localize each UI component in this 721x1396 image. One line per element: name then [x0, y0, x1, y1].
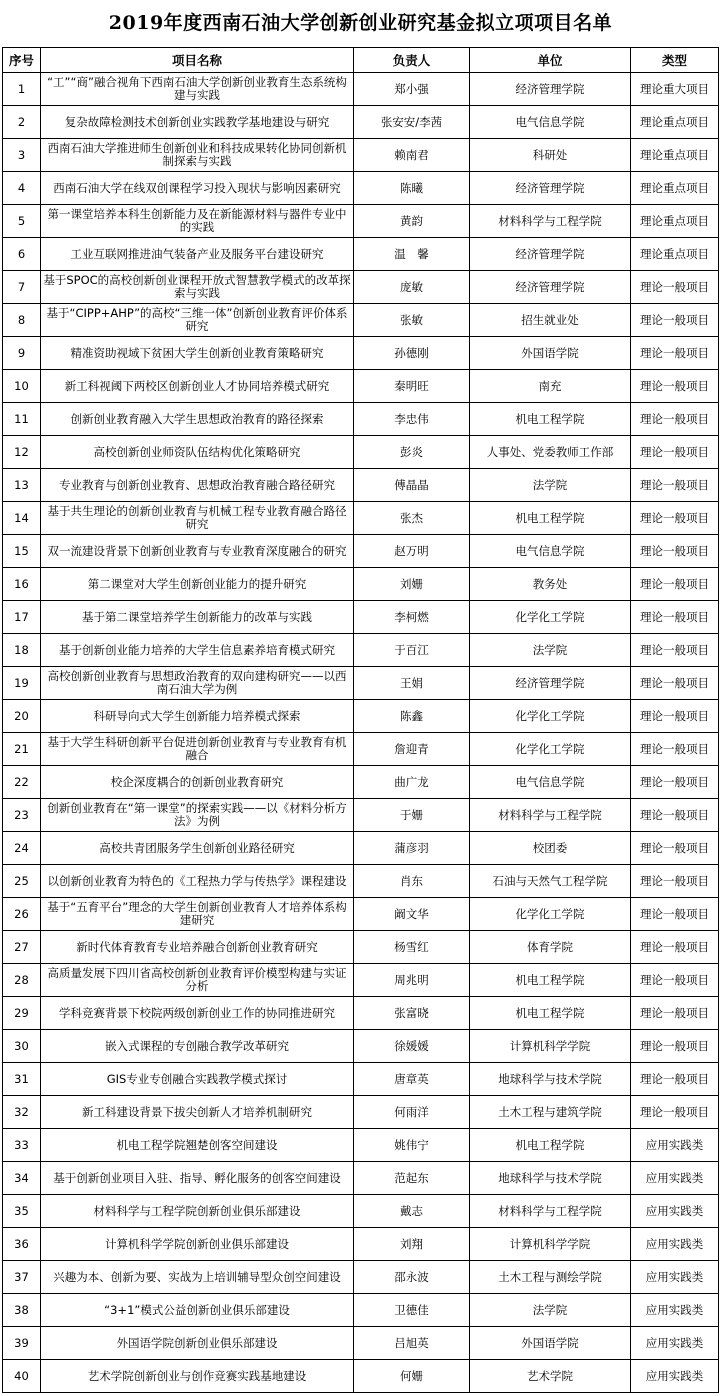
cell-name: 基于大学生科研创新平台促进创新创业教育与专业教育有机融合 [41, 733, 354, 766]
cell-type: 理论一般项目 [631, 733, 719, 766]
cell-type: 理论一般项目 [631, 304, 719, 337]
cell-type: 应用实践类 [631, 1228, 719, 1261]
cell-type: 理论一般项目 [631, 436, 719, 469]
cell-name: 专业教育与创新创业教育、思想政治教育融合路径研究 [41, 469, 354, 502]
cell-unit: 南充 [470, 370, 631, 403]
cell-name: 校企深度耦合的创新创业教育研究 [41, 766, 354, 799]
cell-idx: 26 [3, 898, 41, 931]
cell-idx: 10 [3, 370, 41, 403]
cell-name: 创新创业教育在“第一课堂”的探索实践——以《材料分析方法》为例 [41, 799, 354, 832]
cell-lead: 张安安/李茜 [354, 106, 470, 139]
cell-name: 高校创新创业师资队伍结构优化策略研究 [41, 436, 354, 469]
cell-unit: 电气信息学院 [470, 106, 631, 139]
cell-lead: 温 馨 [354, 238, 470, 271]
cell-type: 理论重点项目 [631, 238, 719, 271]
cell-unit: 体育学院 [470, 931, 631, 964]
cell-name: 第一课堂培养本科生创新能力及在新能源材料与器件专业中的实践 [41, 205, 354, 238]
header-type: 类型 [631, 48, 719, 73]
cell-type: 理论一般项目 [631, 337, 719, 370]
cell-unit: 校团委 [470, 832, 631, 865]
cell-name: 基于共生理论的创新创业教育与机械工程专业教育融合路径研究 [41, 502, 354, 535]
table-row [3, 1228, 719, 1261]
cell-unit: 经济管理学院 [470, 271, 631, 304]
cell-lead: 吕旭英 [354, 1327, 470, 1360]
table-row [3, 535, 719, 568]
cell-type: 应用实践类 [631, 1195, 719, 1228]
cell-type: 理论重点项目 [631, 205, 719, 238]
cell-lead: 李忠伟 [354, 403, 470, 436]
cell-unit: 化学化工学院 [470, 733, 631, 766]
cell-unit: 经济管理学院 [470, 667, 631, 700]
cell-idx: 13 [3, 469, 41, 502]
cell-name: 兴趣为本、创新为要、实战为上培训辅导型众创空间建设 [41, 1261, 354, 1294]
cell-type: 理论一般项目 [631, 502, 719, 535]
cell-idx: 40 [3, 1360, 41, 1393]
cell-name: 计算机科学学院创新创业俱乐部建设 [41, 1228, 354, 1261]
cell-unit: 法学院 [470, 634, 631, 667]
cell-lead: 赖南君 [354, 139, 470, 172]
cell-name: 复杂故障检测技术创新创业实践教学基地建设与研究 [41, 106, 354, 139]
table-body [3, 73, 719, 1393]
cell-lead: 范起东 [354, 1162, 470, 1195]
cell-unit: 电气信息学院 [470, 535, 631, 568]
cell-lead: 杨雪红 [354, 931, 470, 964]
table-row [3, 271, 719, 304]
cell-name: 艺术学院创新创业与创作竞赛实践基地建设 [41, 1360, 354, 1393]
cell-unit: 材料科学与工程学院 [470, 799, 631, 832]
cell-idx: 20 [3, 700, 41, 733]
cell-type: 理论一般项目 [631, 1096, 719, 1129]
cell-type: 理论一般项目 [631, 898, 719, 931]
cell-lead: 李柯燃 [354, 601, 470, 634]
cell-type: 理论一般项目 [631, 370, 719, 403]
cell-idx: 1 [3, 73, 41, 106]
cell-lead: 詹迎青 [354, 733, 470, 766]
cell-unit: 机电工程学院 [470, 403, 631, 436]
cell-idx: 24 [3, 832, 41, 865]
cell-name: 基于创新创业能力培养的大学生信息素养培育模式研究 [41, 634, 354, 667]
cell-type: 理论一般项目 [631, 271, 719, 304]
cell-idx: 19 [3, 667, 41, 700]
cell-idx: 28 [3, 964, 41, 997]
cell-type: 理论一般项目 [631, 964, 719, 997]
cell-type: 应用实践类 [631, 1162, 719, 1195]
cell-name: 机电工程学院翘楚创客空间建设 [41, 1129, 354, 1162]
cell-unit: 石油与天然气工程学院 [470, 865, 631, 898]
cell-lead: 唐章英 [354, 1063, 470, 1096]
cell-name: 高校共青团服务学生创新创业路径研究 [41, 832, 354, 865]
cell-idx: 32 [3, 1096, 41, 1129]
project-table [2, 47, 719, 1393]
cell-idx: 2 [3, 106, 41, 139]
cell-name: 基于SPOC的高校创新创业课程开放式智慧教学模式的改革探索与实践 [41, 271, 354, 304]
cell-unit: 计算机科学学院 [470, 1030, 631, 1063]
cell-lead: 戴志 [354, 1195, 470, 1228]
cell-unit: 材料科学与工程学院 [470, 1195, 631, 1228]
cell-type: 应用实践类 [631, 1360, 719, 1393]
cell-type: 理论一般项目 [631, 865, 719, 898]
cell-type: 理论一般项目 [631, 832, 719, 865]
cell-lead: 彭炎 [354, 436, 470, 469]
table-row [3, 73, 719, 106]
cell-unit: 科研处 [470, 139, 631, 172]
header-name: 项目名称 [41, 48, 354, 73]
table-row [3, 1360, 719, 1393]
cell-lead: 刘翔 [354, 1228, 470, 1261]
cell-unit: 土木工程与建筑学院 [470, 1096, 631, 1129]
cell-type: 理论一般项目 [631, 799, 719, 832]
cell-name: 基于“CIPP+AHP”的高校“三维一体”创新创业教育评价体系研究 [41, 304, 354, 337]
cell-name: 创新创业教育融入大学生思想政治教育的路径探索 [41, 403, 354, 436]
table-row [3, 832, 719, 865]
cell-name: 高质量发展下四川省高校创新创业教育评价模型构建与实证分析 [41, 964, 354, 997]
cell-type: 理论一般项目 [631, 601, 719, 634]
table-row [3, 205, 719, 238]
table-row [3, 502, 719, 535]
cell-name: 第二课堂对大学生创新创业能力的提升研究 [41, 568, 354, 601]
table-row [3, 964, 719, 997]
cell-name: 以创新创业教育为特色的《工程热力学与传热学》课程建设 [41, 865, 354, 898]
cell-idx: 21 [3, 733, 41, 766]
cell-idx: 39 [3, 1327, 41, 1360]
cell-unit: 土木工程与测绘学院 [470, 1261, 631, 1294]
cell-unit: 人事处、党委教师工作部 [470, 436, 631, 469]
cell-type: 理论一般项目 [631, 535, 719, 568]
cell-type: 理论一般项目 [631, 568, 719, 601]
cell-unit: 法学院 [470, 1294, 631, 1327]
cell-lead: 王娟 [354, 667, 470, 700]
table-row [3, 1129, 719, 1162]
cell-idx: 38 [3, 1294, 41, 1327]
table-row [3, 1261, 719, 1294]
table-row [3, 1030, 719, 1063]
cell-idx: 15 [3, 535, 41, 568]
cell-name: 新工科建设背景下拔尖创新人才培养机制研究 [41, 1096, 354, 1129]
cell-idx: 5 [3, 205, 41, 238]
table-row [3, 997, 719, 1030]
cell-type: 理论重大项目 [631, 73, 719, 106]
cell-lead: 曲广龙 [354, 766, 470, 799]
table-row [3, 469, 719, 502]
cell-type: 应用实践类 [631, 1327, 719, 1360]
table-row [3, 700, 719, 733]
cell-type: 理论一般项目 [631, 667, 719, 700]
table-row [3, 172, 719, 205]
cell-idx: 36 [3, 1228, 41, 1261]
cell-unit: 招生就业处 [470, 304, 631, 337]
cell-lead: 姚伟宁 [354, 1129, 470, 1162]
cell-lead: 于百江 [354, 634, 470, 667]
table-row [3, 568, 719, 601]
cell-lead: 刘姗 [354, 568, 470, 601]
page-title: 2019年度西南石油大学创新创业研究基金拟立项项目名单 [108, 12, 613, 34]
cell-lead: 周兆明 [354, 964, 470, 997]
cell-lead: 陈曦 [354, 172, 470, 205]
cell-type: 理论一般项目 [631, 931, 719, 964]
cell-lead: 傅晶晶 [354, 469, 470, 502]
table-row [3, 766, 719, 799]
cell-unit: 经济管理学院 [470, 73, 631, 106]
table-row [3, 106, 719, 139]
cell-name: 基于创新创业项目入驻、指导、孵化服务的创客空间建设 [41, 1162, 354, 1195]
cell-lead: 蒲彦羽 [354, 832, 470, 865]
cell-unit: 教务处 [470, 568, 631, 601]
cell-lead: 孙德刚 [354, 337, 470, 370]
cell-idx: 23 [3, 799, 41, 832]
cell-unit: 计算机科学学院 [470, 1228, 631, 1261]
cell-type: 应用实践类 [631, 1294, 719, 1327]
cell-unit: 经济管理学院 [470, 238, 631, 271]
cell-type: 理论重点项目 [631, 106, 719, 139]
table-row [3, 1294, 719, 1327]
cell-idx: 37 [3, 1261, 41, 1294]
table-row [3, 139, 719, 172]
cell-idx: 33 [3, 1129, 41, 1162]
cell-idx: 27 [3, 931, 41, 964]
cell-lead: 阚文华 [354, 898, 470, 931]
table-row [3, 931, 719, 964]
cell-unit: 化学化工学院 [470, 700, 631, 733]
cell-idx: 12 [3, 436, 41, 469]
cell-type: 理论一般项目 [631, 997, 719, 1030]
table-row [3, 238, 719, 271]
cell-type: 理论一般项目 [631, 634, 719, 667]
cell-name: 双一流建设背景下创新创业教育与专业教育深度融合的研究 [41, 535, 354, 568]
cell-name: 西南石油大学推进师生创新创业和科技成果转化协同创新机制探索与实践 [41, 139, 354, 172]
cell-idx: 29 [3, 997, 41, 1030]
table-row [3, 799, 719, 832]
cell-lead: 庞敏 [354, 271, 470, 304]
cell-name: 高校创新创业教育与思想政治教育的双向建构研究——以西南石油大学为例 [41, 667, 354, 700]
cell-idx: 34 [3, 1162, 41, 1195]
cell-type: 理论一般项目 [631, 469, 719, 502]
cell-unit: 外国语学院 [470, 337, 631, 370]
cell-unit: 外国语学院 [470, 1327, 631, 1360]
header-lead: 负责人 [354, 48, 470, 73]
cell-name: 精准资助视域下贫困大学生创新创业教育策略研究 [41, 337, 354, 370]
cell-lead: 张富晓 [354, 997, 470, 1030]
cell-unit: 化学化工学院 [470, 601, 631, 634]
table-row [3, 370, 719, 403]
cell-name: 工业互联网推进油气装备产业及服务平台建设研究 [41, 238, 354, 271]
cell-lead: 张杰 [354, 502, 470, 535]
cell-idx: 22 [3, 766, 41, 799]
table-row [3, 1063, 719, 1096]
header-idx: 序号 [3, 48, 41, 73]
table-row [3, 667, 719, 700]
cell-idx: 31 [3, 1063, 41, 1096]
cell-idx: 4 [3, 172, 41, 205]
table-row [3, 898, 719, 931]
cell-unit: 机电工程学院 [470, 997, 631, 1030]
table-row [3, 337, 719, 370]
cell-lead: 于姗 [354, 799, 470, 832]
cell-type: 理论一般项目 [631, 403, 719, 436]
cell-idx: 30 [3, 1030, 41, 1063]
table-row [3, 1096, 719, 1129]
header-unit: 单位 [470, 48, 631, 73]
cell-idx: 11 [3, 403, 41, 436]
cell-lead: 何姗 [354, 1360, 470, 1393]
cell-type: 理论一般项目 [631, 766, 719, 799]
cell-lead: 秦明旺 [354, 370, 470, 403]
table-row [3, 1327, 719, 1360]
cell-lead: 卫德佳 [354, 1294, 470, 1327]
cell-idx: 35 [3, 1195, 41, 1228]
cell-name: 新工科视阈下两校区创新创业人才协同培养模式研究 [41, 370, 354, 403]
table-row [3, 304, 719, 337]
cell-unit: 材料科学与工程学院 [470, 205, 631, 238]
cell-unit: 机电工程学院 [470, 502, 631, 535]
cell-name: GIS专业专创融合实践教学模式探讨 [41, 1063, 354, 1096]
cell-unit: 机电工程学院 [470, 964, 631, 997]
cell-name: 科研导向式大学生创新能力培养模式探索 [41, 700, 354, 733]
table-row [3, 634, 719, 667]
cell-unit: 电气信息学院 [470, 766, 631, 799]
cell-name: 西南石油大学在线双创课程学习投入现状与影响因素研究 [41, 172, 354, 205]
cell-type: 理论一般项目 [631, 700, 719, 733]
cell-idx: 17 [3, 601, 41, 634]
cell-lead: 何雨洋 [354, 1096, 470, 1129]
cell-type: 理论一般项目 [631, 1030, 719, 1063]
cell-type: 理论重点项目 [631, 172, 719, 205]
cell-lead: 邵永波 [354, 1261, 470, 1294]
cell-idx: 18 [3, 634, 41, 667]
cell-type: 理论一般项目 [631, 1063, 719, 1096]
table-row [3, 865, 719, 898]
cell-lead: 陈鑫 [354, 700, 470, 733]
cell-type: 应用实践类 [631, 1261, 719, 1294]
cell-name: “3+1”模式公益创新创业俱乐部建设 [41, 1294, 354, 1327]
cell-unit: 法学院 [470, 469, 631, 502]
cell-name: 学科竞赛背景下校院两级创新创业工作的协同推进研究 [41, 997, 354, 1030]
table-row [3, 1162, 719, 1195]
table-row [3, 601, 719, 634]
cell-name: 新时代体育教育专业培养融合创新创业教育研究 [41, 931, 354, 964]
cell-name: “工”“商”融合视角下西南石油大学创新创业教育生态系统构建与实践 [41, 73, 354, 106]
cell-unit: 艺术学院 [470, 1360, 631, 1393]
cell-lead: 黄韵 [354, 205, 470, 238]
cell-name: 材料科学与工程学院创新创业俱乐部建设 [41, 1195, 354, 1228]
cell-lead: 徐媛媛 [354, 1030, 470, 1063]
cell-idx: 25 [3, 865, 41, 898]
cell-unit: 地球科学与技术学院 [470, 1063, 631, 1096]
cell-idx: 7 [3, 271, 41, 304]
cell-name: 外国语学院创新创业俱乐部建设 [41, 1327, 354, 1360]
cell-idx: 3 [3, 139, 41, 172]
cell-unit: 地球科学与技术学院 [470, 1162, 631, 1195]
cell-name: 嵌入式课程的专创融合教学改革研究 [41, 1030, 354, 1063]
table-row [3, 733, 719, 766]
cell-idx: 8 [3, 304, 41, 337]
cell-name: 基于第二课堂培养学生创新能力的改革与实践 [41, 601, 354, 634]
table-row [3, 436, 719, 469]
cell-idx: 14 [3, 502, 41, 535]
cell-unit: 经济管理学院 [470, 172, 631, 205]
table-row [3, 1195, 719, 1228]
cell-idx: 9 [3, 337, 41, 370]
cell-type: 应用实践类 [631, 1129, 719, 1162]
cell-lead: 张敏 [354, 304, 470, 337]
cell-type: 理论重点项目 [631, 139, 719, 172]
cell-unit: 化学化工学院 [470, 898, 631, 931]
cell-idx: 16 [3, 568, 41, 601]
cell-unit: 机电工程学院 [470, 1129, 631, 1162]
table-header-row [3, 48, 719, 73]
cell-idx: 6 [3, 238, 41, 271]
table-row [3, 403, 719, 436]
cell-lead: 肖东 [354, 865, 470, 898]
cell-name: 基于“五育平台”理念的大学生创新创业教育人才培养体系构建研究 [41, 898, 354, 931]
cell-lead: 赵万明 [354, 535, 470, 568]
cell-lead: 郑小强 [354, 73, 470, 106]
